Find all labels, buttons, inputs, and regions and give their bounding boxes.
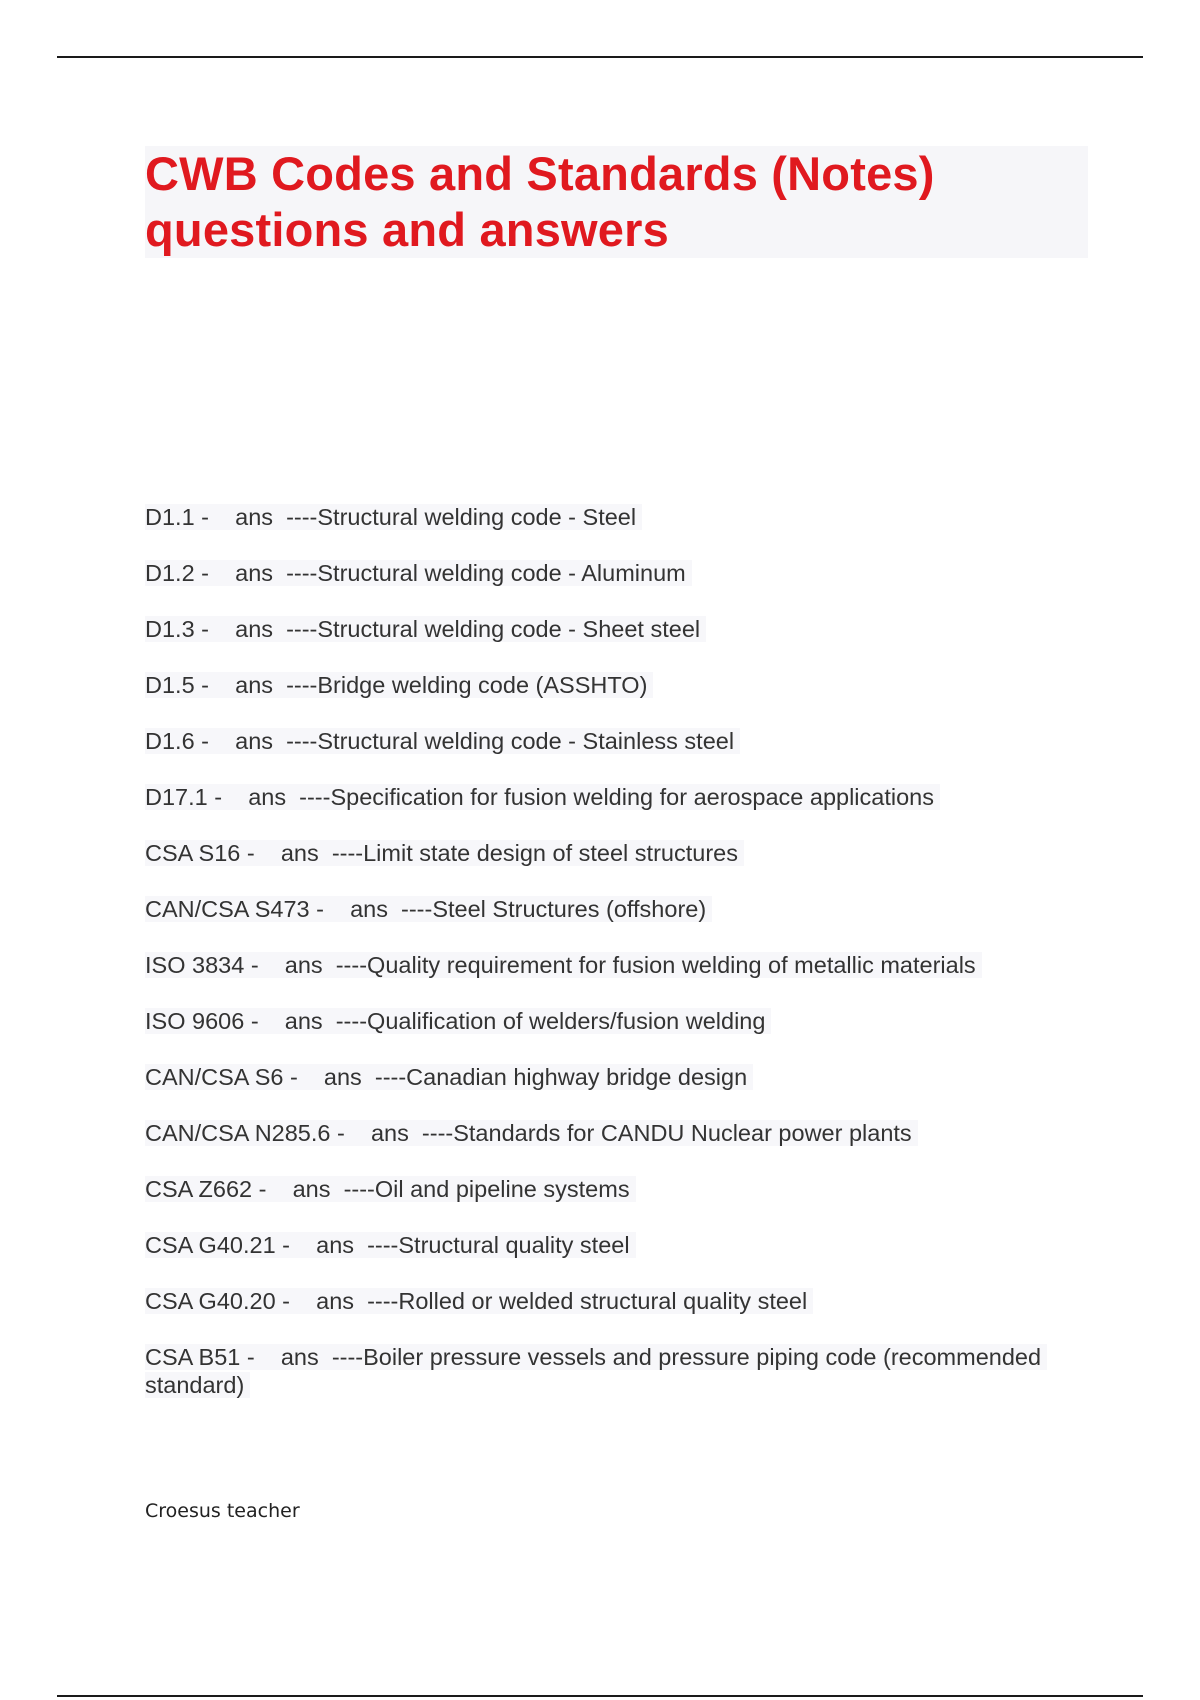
entry-answer: ----Quality requirement for fusion welding of metallic materials (335, 952, 976, 978)
entry-answer: ----Structural welding code - Sheet steel (286, 616, 701, 642)
list-item (145, 727, 1085, 755)
list-item (145, 951, 1085, 979)
list-item (145, 559, 1085, 587)
list-item (145, 1063, 1085, 1091)
entry-answer: ----Rolled or welded structural quality steel (367, 1288, 808, 1314)
list-item (145, 671, 1085, 699)
entry-code: D1.1 - (145, 504, 209, 530)
entry-marker: ans (248, 784, 287, 810)
entry-answer: ----Structural quality steel (367, 1232, 630, 1258)
entry-code: CSA S16 - (145, 840, 255, 866)
entry-marker: ans (280, 840, 319, 866)
entry-answer: ----Structural welding code - Aluminum (286, 560, 686, 586)
entry-marker: ans (235, 560, 274, 586)
entry-code: CAN/CSA N285.6 - (145, 1120, 345, 1146)
entry-code: D1.3 - (145, 616, 209, 642)
list-item (145, 783, 1085, 811)
entry-code: CSA Z662 - (145, 1176, 267, 1202)
entry-answer: ----Specification for fusion welding for aerospace applications (299, 784, 934, 810)
title-block (145, 146, 1088, 258)
entry-code: ISO 9606 - (145, 1008, 259, 1034)
list-item (145, 1175, 1085, 1203)
entry-code: D1.6 - (145, 728, 209, 754)
list-item (145, 1119, 1085, 1147)
entry-code: CSA B51 - (145, 1344, 255, 1370)
page-title: CWB Codes and Standards (Notes) questions and answers (145, 147, 935, 256)
list-item (145, 615, 1085, 643)
entry-answer: ----Steel Structures (offshore) (401, 896, 707, 922)
footer-rule (57, 1695, 1143, 1697)
author-note: Croesus teacher (145, 1500, 300, 1522)
entry-marker: ans (370, 1120, 409, 1146)
entry-marker: ans (284, 952, 323, 978)
list-item (145, 1343, 1085, 1399)
list-item (145, 1231, 1085, 1259)
entry-answer: ----Oil and pipeline systems (343, 1176, 630, 1202)
entry-code: CAN/CSA S6 - (145, 1064, 298, 1090)
entry-code: CAN/CSA S473 - (145, 896, 324, 922)
entry-marker: ans (316, 1288, 355, 1314)
header-rule (57, 56, 1143, 58)
entry-marker: ans (292, 1176, 331, 1202)
entry-marker: ans (284, 1008, 323, 1034)
entry-answer: ----Canadian highway bridge design (374, 1064, 748, 1090)
entry-marker: ans (235, 616, 274, 642)
entry-marker: ans (280, 1344, 319, 1370)
list-item (145, 1287, 1085, 1315)
list-item (145, 1007, 1085, 1035)
entry-code: D17.1 - (145, 784, 223, 810)
entry-code: CSA G40.21 - (145, 1232, 290, 1258)
entry-answer: ----Structural welding code - Steel (286, 504, 637, 530)
entry-list (145, 503, 1085, 1427)
entry-marker: ans (235, 504, 274, 530)
list-item (145, 503, 1085, 531)
entry-code: D1.5 - (145, 672, 209, 698)
entry-marker: ans (235, 728, 274, 754)
list-item (145, 839, 1085, 867)
entry-code: D1.2 - (145, 560, 209, 586)
entry-answer: ----Limit state design of steel structures (331, 840, 738, 866)
entry-marker: ans (323, 1064, 362, 1090)
entry-answer: ----Boiler pressure vessels and pressure piping code (recommended standard) (145, 1344, 1042, 1398)
entry-answer: ----Structural welding code - Stainless steel (286, 728, 735, 754)
list-item (145, 895, 1085, 923)
entry-code: CSA G40.20 - (145, 1288, 290, 1314)
entry-marker: ans (316, 1232, 355, 1258)
entry-marker: ans (350, 896, 388, 922)
entry-code: ISO 3834 - (145, 952, 259, 978)
entry-answer: ----Standards for CANDU Nuclear power plants (421, 1120, 912, 1146)
entry-answer: ----Qualification of welders/fusion welding (335, 1008, 766, 1034)
entry-answer: ----Bridge welding code (ASSHTO) (286, 672, 648, 698)
entry-marker: ans (235, 672, 274, 698)
